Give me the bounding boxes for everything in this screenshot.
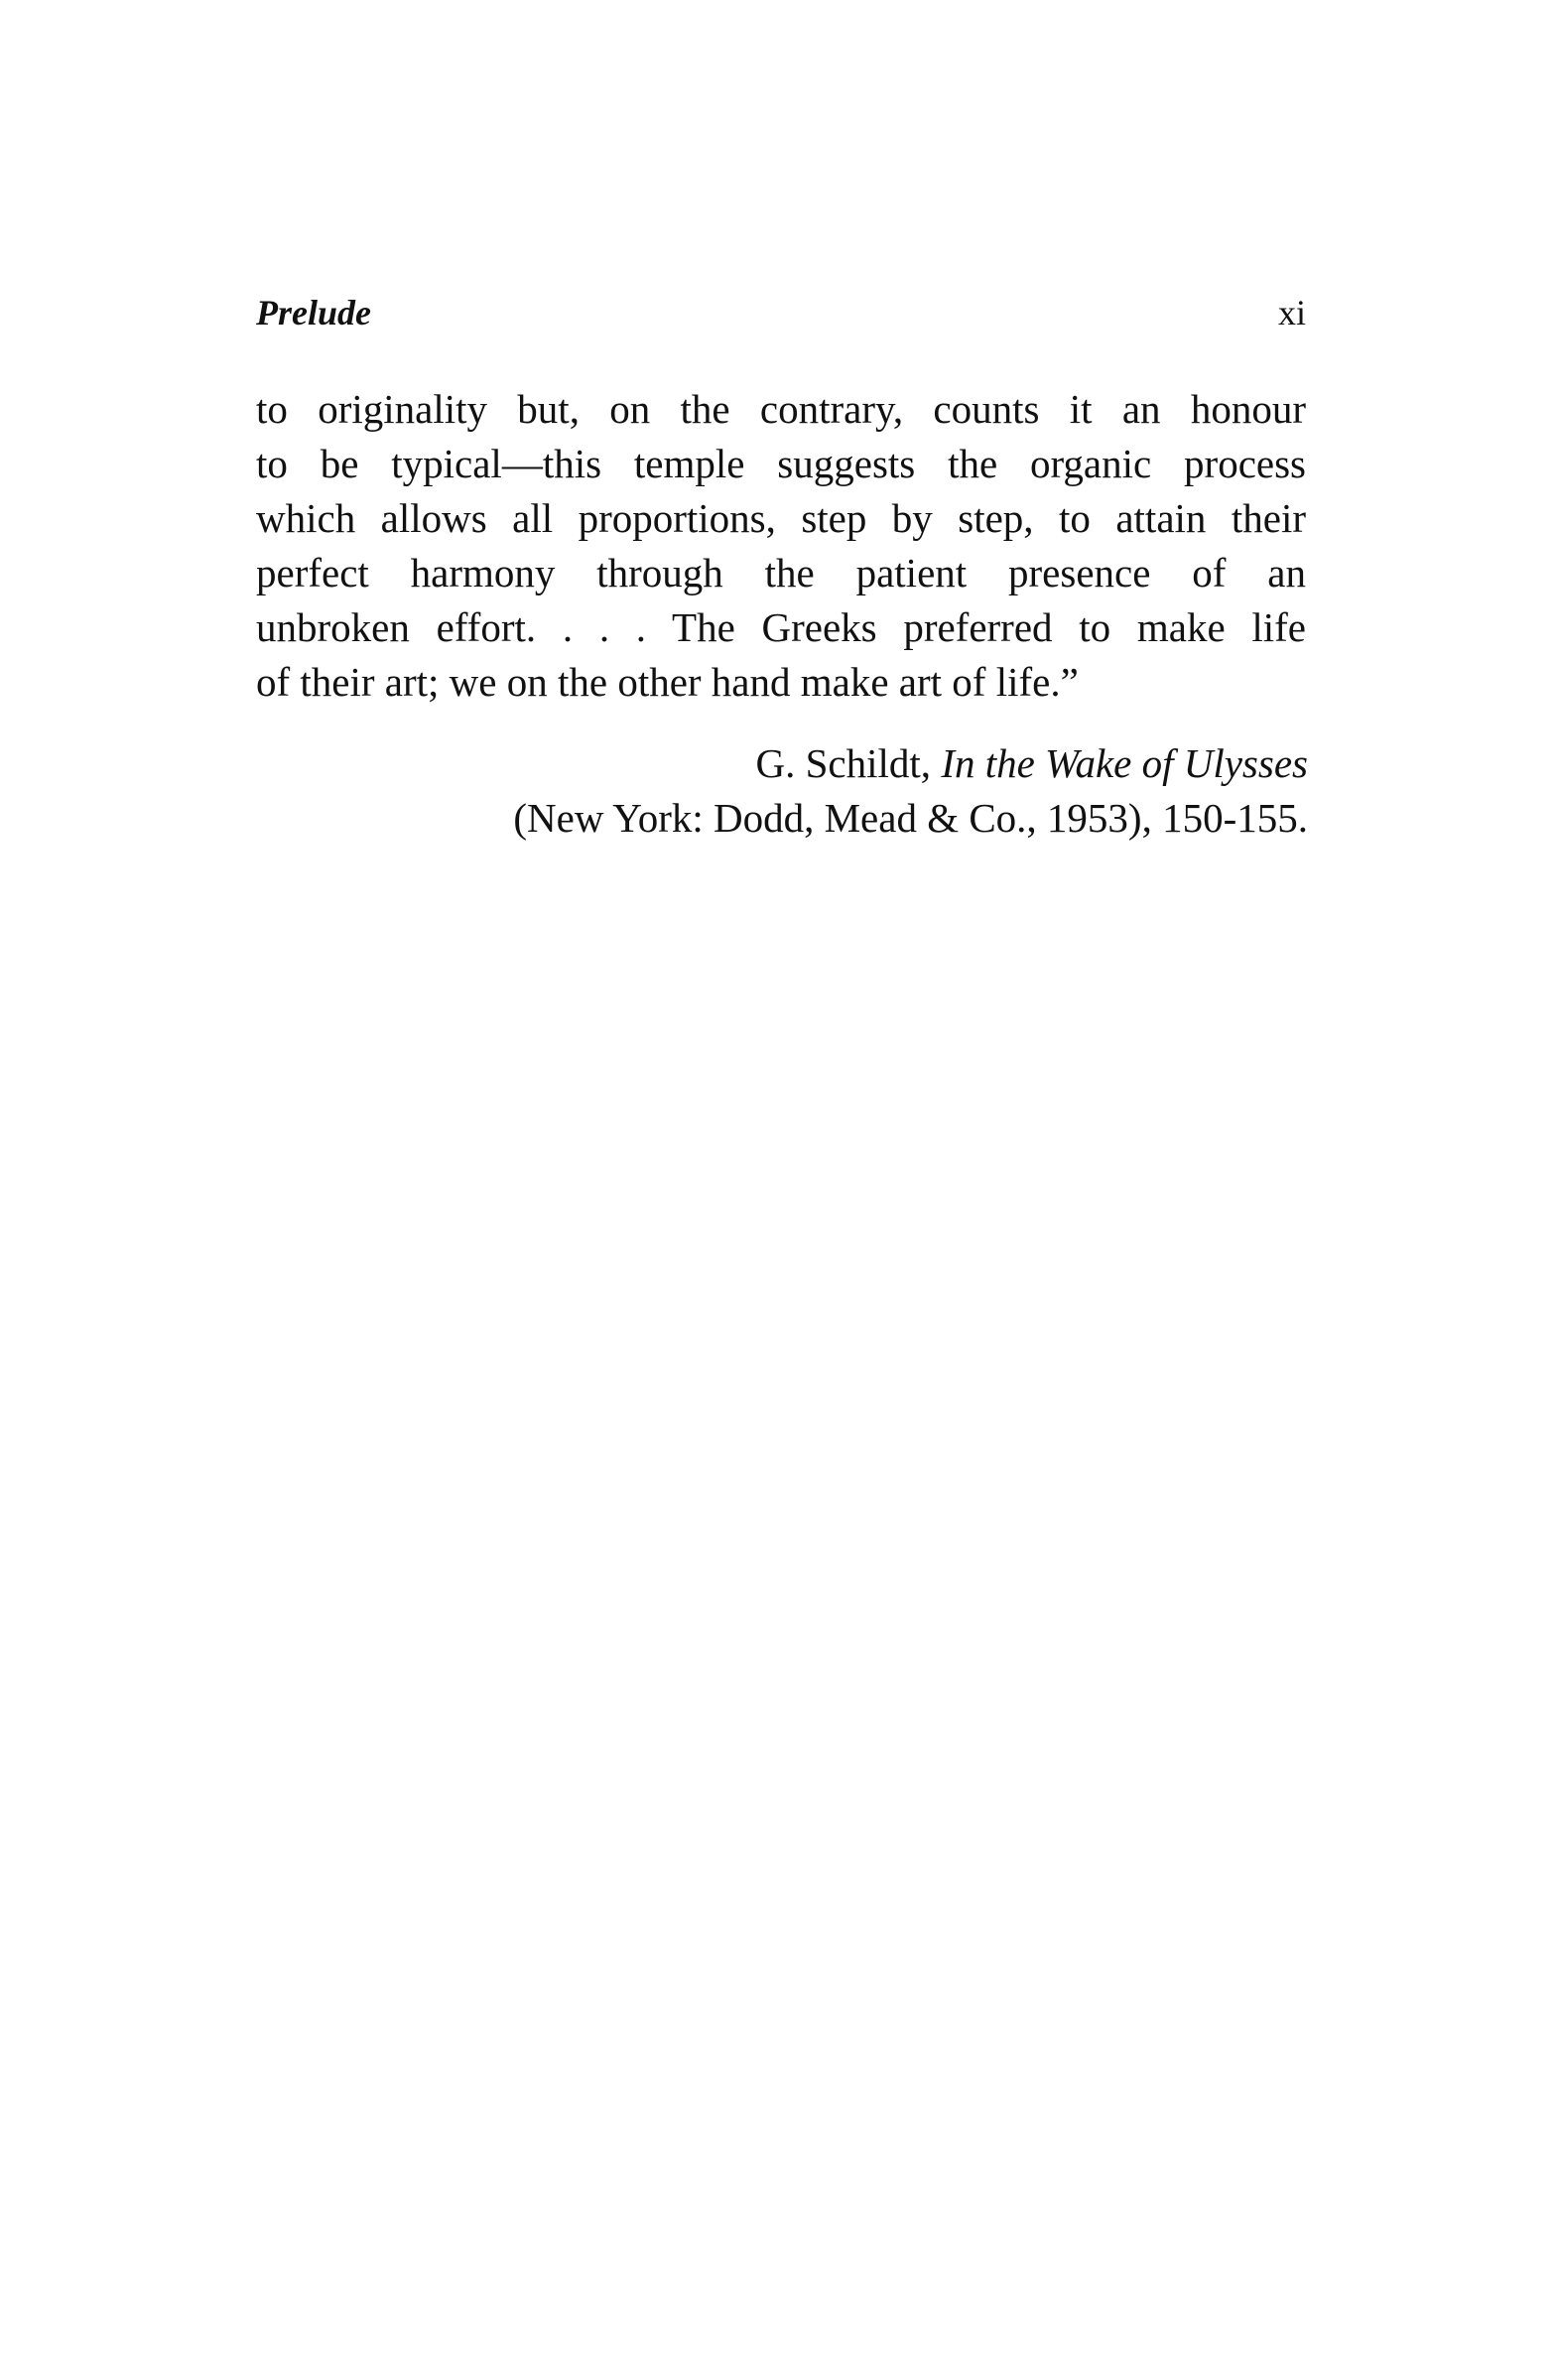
running-head: Prelude: [256, 293, 371, 332]
quote-line: which allows all proportions, step by step, to attain their: [256, 495, 1306, 541]
citation-publication: (New York: Dodd, Mead & Co., 1953), 150-155.: [513, 795, 1308, 841]
quote-line: perfect harmony through the patient presence of an: [256, 550, 1306, 595]
quote-line: to originality but, on the contrary, counts it an honour: [256, 386, 1306, 432]
page-number: xi: [1277, 293, 1306, 332]
citation: [256, 736, 1308, 846]
citation-author-title-line: [256, 736, 1308, 791]
quote-line: to be typical—this temple suggests the organic process: [256, 441, 1306, 486]
citation-work-title: In the Wake of Ulysses: [941, 740, 1308, 786]
quote-line: of their art; we on the other hand make art of life.”: [256, 659, 1079, 705]
quote-line: unbroken effort. . . . The Greeks preferred to make life: [256, 604, 1306, 650]
page-header: [256, 288, 1306, 337]
citation-author: G. Schildt,: [755, 740, 942, 786]
quotation-block: [256, 382, 1306, 710]
